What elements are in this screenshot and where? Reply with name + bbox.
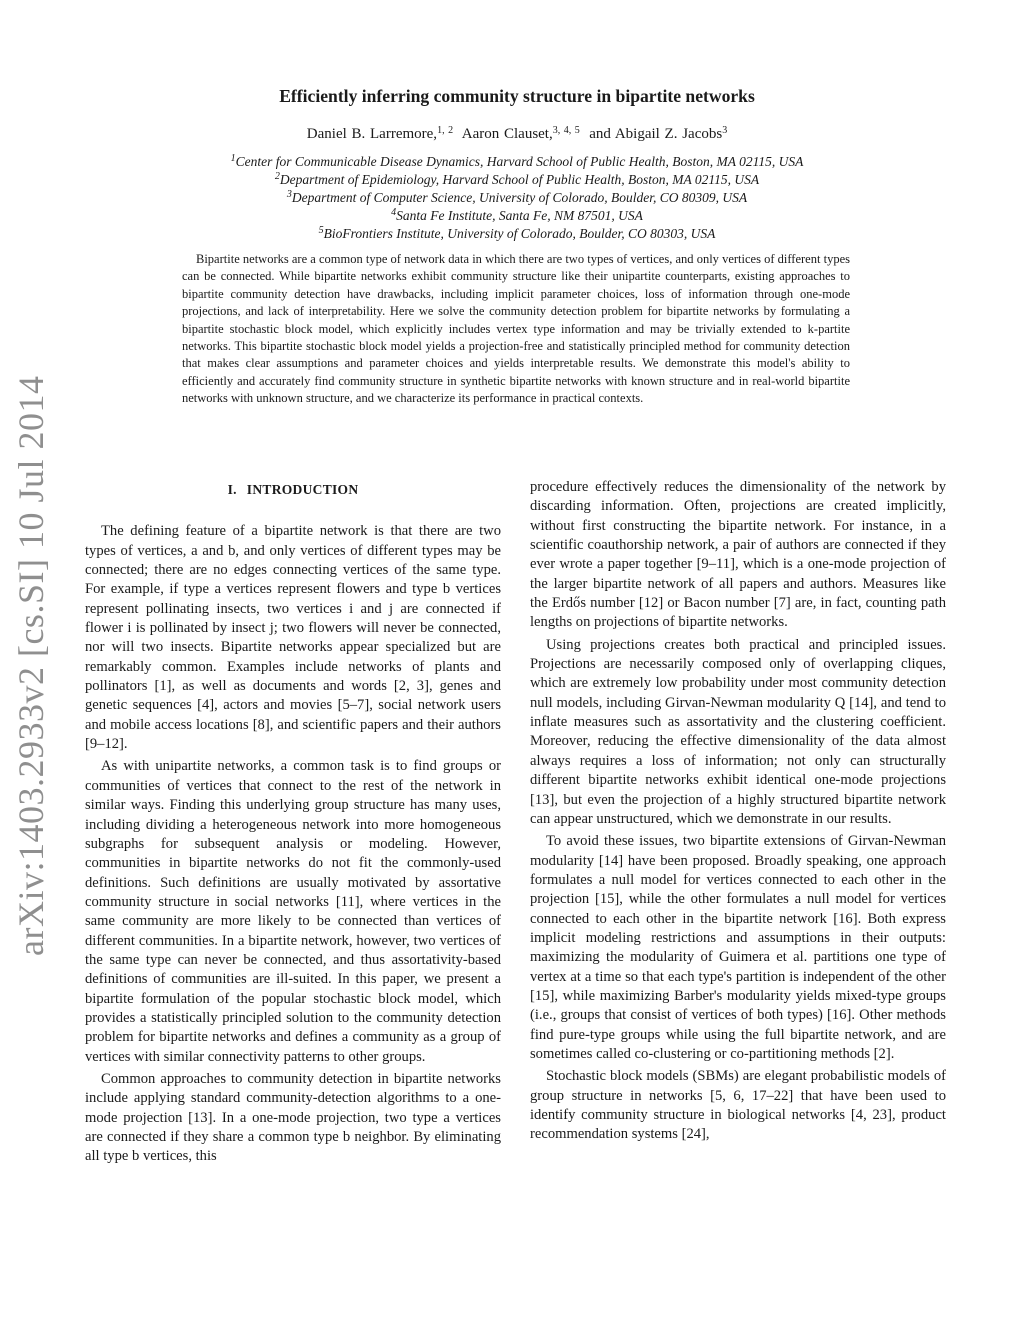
body-paragraph: To avoid these issues, two bipartite extensions of Girvan-Newman modularity [14] have been proposed. Broadly speaking, one approach formulates a null model for vertices connected to each other in the projection [15], while the other formulates a null model for vertices connected to each other in the bipartite network [16]. Both express implicit modeling restrictions and assumptions in their outputs: maximizing the modularity of Guimera et al. partitions one type of vertex at a time so that each type's partition is independent of the other [15], while maximizing Barber's modularity yields mixed-type groups (i.e., groups that consist of vertices of both types) [16]. Other methods find pure-type groups while using the full bipartite network, and are sometimes called co-clustering or co-partitioning methods [2]. [530,833,946,1062]
affiliation: $^3$Department of Computer Science, University of Colorado, Boulder, CO 80309, USA [286,189,748,205]
body-paragraph: As with unipartite networks, a common task is to find groups or communities of vertices that connect to the rest of the network in similar ways. Finding this underlying group structure has many uses, including dividing a heterogeneous network into more homogeneous subgraphs for subsequent analysis or modeling. However, communities in bipartite networks do not fit the commonly-used definitions. Such definitions are usually motivated by assortative community structure in social networks [11], where vertices in the same community are more likely to be connected than vertices of different communities. In a bipartite network, however, two vertices of the same type can never be connected, and thus assortativity-based definitions of communities are ill-suited. In this paper, we present a bipartite formulation of the popular stochastic block model, which provides a statistically principled solution to the community detection problem for bipartite networks and defines a community as a group of vertices with similar connectivity patterns to other groups. [85,758,501,1065]
arxiv-identifier: arXiv:1403.2933v2 [cs.SI] 10 Jul 2014 [11,375,51,956]
affiliation: $^4$Santa Fe Institute, Santa Fe, NM 87501, USA [391,207,643,223]
author-list [150,126,884,143]
author-affiliation-marker: 3, 4, 5 [552,125,580,136]
affiliation-list [150,153,884,243]
author-name: Daniel B. Larremore, [306,126,438,142]
left-column [85,478,501,1170]
body-paragraph: The defining feature of a bipartite network is that there are two types of vertices, a and b, and only vertices of different types may be connected; there are no edges connecting vertices of the same type. For example, if type a vertices represent flowers and type b vertices represent pollinating insects, two vertices i and j are connected if flower i is pollinated by insect j; two flowers will never be connected, nor will two insects. Bipartite networks appear specialized but are remarkably common. Examples include networks of plants and pollinators [1], as well as documents and words [2, 3], genes and genetic sequences [4], actors and movies [5–7], social network users and mobile access locations [8], and scientific papers and their authors [9–12]. [85,523,501,753]
section-title: INTRODUCTION [246,482,359,497]
body-paragraph: Using projections creates both practical and principled issues. Projections are necessarily composed only of overlapping cliques, which are extremely low probability under most community detection null models, including Girvan-Newman modularity Q [14], and tend to inflate measures such as assortativity and the clustering coefficient. Moreover, reducing the effective dimensionality of the data almost always requires a loss of information; not only can structurally different bipartite networks exhibit identical one-mode projections [13], but even the projection of a highly structured bipartite network can appear unstructured, which we demonstrate in our results. [530,636,946,827]
body-paragraph: Common approaches to community detection in bipartite networks include applying standard community-detection algorithms to a one-mode projection [13]. In a one-mode projection, two type a vertices are connected if they share a common type b neighbor. By eliminating all type b vertices, this [85,1070,501,1165]
affiliation: $^2$Department of Epidemiology, Harvard School of Public Health, Boston, MA 02115, USA [274,171,760,187]
abstract: Bipartite networks are a common type of network data in which there are two types of vertices, and only vertices of different types can be connected. While bipartite networks exhibit community structure like their unipartite counterparts, existing approaches to bipartite community detection have drawbacks, including implicit parameter choices, loss of information through one-mode projections, and lack of interpretability. Here we solve the community detection problem for bipartite networks by formulating a bipartite stochastic block model, which explicitly includes vertex type information and may be trivially extended to k-partite networks. This bipartite stochastic block model yields a projection-free and statistically principled method for community detection that makes clear assumptions and parameter choices and yields interpretable results. We demonstrate this model's ability to efficiently and accurately find community structure in synthetic bipartite networks with known structure and in real-world bipartite networks with unknown structure, and we characterize its performance in practical contexts. [182,252,850,406]
affiliation: $^5$BioFrontiers Institute, University of Colorado, Boulder, CO 80303, USA [318,225,716,241]
author-name: and Abigail Z. Jacobs [589,126,723,142]
paper-title: Efficiently inferring community structure in bipartite networks [279,86,755,106]
right-column [530,478,946,1148]
author-affiliation-marker: 1, 2 [437,125,454,136]
body-paragraph: procedure effectively reduces the dimensionality of the network by discarding information. Often, projections are created implicitly, without first constructing the bipartite network. For instance, in a scientific coauthorship network, a pair of authors are connected if they ever wrote a paper together [9–11], which is a one-mode projection of the larger bipartite network of all papers and authors. Measures like the Erdős number [12] or Bacon number [7] are, in fact, counting path lengths on projections of bipartite networks. [530,479,946,631]
section-number: I. [227,482,237,497]
affiliation: $^1$Center for Communicable Disease Dynamics, Harvard School of Public Health, Boston, MA 02115, USA [230,153,804,169]
author-name: Aaron Clauset, [461,126,553,142]
section-heading [85,480,501,499]
body-paragraph: Stochastic block models (SBMs) are elegant probabilistic models of group structure in networks [5, 6, 17–22] that have been used to identify community structure in biological networks [4, 23], product recommendation systems [24], [530,1068,946,1143]
author-affiliation-marker: 3 [722,125,728,136]
